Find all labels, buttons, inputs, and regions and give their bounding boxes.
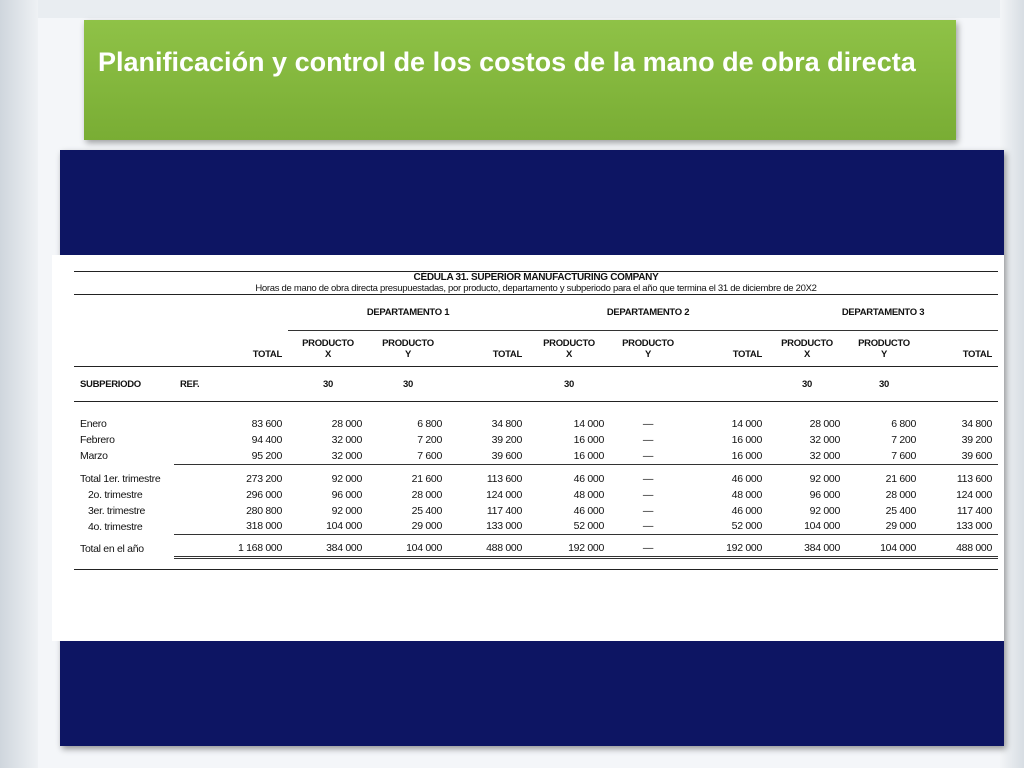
table-cell: 32 000 xyxy=(809,434,840,446)
ref-value xyxy=(448,367,528,402)
table-cell: 46 000 xyxy=(731,472,762,485)
table-cell: 192 000 xyxy=(686,541,768,557)
table-cell: 34 800 xyxy=(961,418,992,430)
table-cell: 32 000 xyxy=(288,448,368,464)
schedule-table xyxy=(74,271,998,570)
col-header-producto: PRODUCTO xyxy=(858,337,910,349)
col-header-producto: PRODUCTO xyxy=(622,337,674,349)
table-cell: 83 600 xyxy=(251,418,282,430)
table-cell: 16 000 xyxy=(573,434,604,446)
col-header-producto: PRODUCTO xyxy=(781,337,833,349)
col-header-total: TOTAL xyxy=(962,348,992,360)
table-cell: 273 200 xyxy=(246,472,282,485)
table-cell: 104 000 xyxy=(368,541,448,557)
table-cell: — xyxy=(642,504,654,517)
table-cell: 34 800 xyxy=(491,418,522,430)
table-row xyxy=(74,487,998,503)
table-cell: 192 000 xyxy=(528,541,610,557)
ref-value xyxy=(686,367,768,402)
table-cell: 21 600 xyxy=(411,472,442,485)
table-row xyxy=(74,471,998,487)
schedule-caption: CÉDULA 31. SUPERIOR MANUFACTURING COMPANY xyxy=(74,272,998,284)
col-header-producto: PRODUCTO xyxy=(302,337,354,349)
table-cell: 32 000 xyxy=(768,448,846,464)
col-header-y: Y xyxy=(880,348,888,360)
table-cell: — xyxy=(642,488,654,501)
table-cell: 117 400 xyxy=(486,504,522,517)
table-cell: 92 000 xyxy=(331,504,362,517)
table-cell: 46 000 xyxy=(731,504,762,517)
col-header-producto: PRODUCTO xyxy=(382,337,434,349)
col-header-total: TOTAL xyxy=(732,348,762,360)
col-header-total: TOTAL xyxy=(252,348,282,360)
table-cell: — xyxy=(610,519,686,535)
subperiodo-label: SUBPERIODO xyxy=(74,367,174,402)
table-cell: 92 000 xyxy=(809,472,840,485)
table-cell: — xyxy=(642,418,654,430)
slide-title: Planificación y control de los costos de la mano de obra directa xyxy=(98,47,916,77)
table-row xyxy=(74,503,998,519)
col-header-y: Y xyxy=(404,348,412,360)
ref-value: 30 xyxy=(288,367,368,402)
col-header-y: Y xyxy=(644,348,652,360)
table-cell: 133 000 xyxy=(922,519,998,535)
table-cell: 104 000 xyxy=(846,541,922,557)
table-cell: 488 000 xyxy=(448,541,528,557)
table-cell: 32 000 xyxy=(331,434,362,446)
table-cell: 117 400 xyxy=(956,504,992,517)
ref-value: 30 xyxy=(528,367,610,402)
table-cell: 104 000 xyxy=(288,519,368,535)
table-cell: 280 800 xyxy=(246,504,282,517)
table-cell: 48 000 xyxy=(573,488,604,501)
table-row xyxy=(74,416,998,432)
row-label: 2o. trimestre xyxy=(88,488,143,501)
table-cell: 124 000 xyxy=(486,488,522,501)
row-label: Marzo xyxy=(80,450,108,462)
table-cell: 14 000 xyxy=(573,418,604,430)
schedule-document xyxy=(52,255,1004,641)
table-cell: 14 000 xyxy=(731,418,762,430)
table-cell: 488 000 xyxy=(922,541,998,557)
table-cell: 124 000 xyxy=(956,488,992,501)
table-cell: 384 000 xyxy=(288,541,368,557)
table-cell: 52 000 xyxy=(528,519,610,535)
table-cell: — xyxy=(642,472,654,485)
table-cell: 92 000 xyxy=(331,472,362,485)
table-cell: 29 000 xyxy=(846,519,922,535)
table-cell: 16 000 xyxy=(528,448,610,464)
row-label: 3er. trimestre xyxy=(88,504,146,517)
table-cell: 6 800 xyxy=(891,418,916,430)
table-cell: 39 600 xyxy=(448,448,528,464)
table-cell: 7 200 xyxy=(891,434,916,446)
table-cell: 29 000 xyxy=(368,519,448,535)
table-cell: 7 600 xyxy=(846,448,922,464)
row-label: Enero xyxy=(80,418,107,430)
row-label: Total 1er. trimestre xyxy=(80,472,161,485)
ref-value: 30 xyxy=(846,367,922,402)
table-cell: 113 600 xyxy=(486,472,522,485)
table-cell: 46 000 xyxy=(573,504,604,517)
table-cell: 21 600 xyxy=(885,472,916,485)
table-cell: 296 000 xyxy=(246,488,282,501)
department-2-header: DEPARTAMENTO 2 xyxy=(528,295,768,331)
table-cell: 133 000 xyxy=(448,519,528,535)
background-left-edge xyxy=(0,0,38,768)
table-cell: 28 000 xyxy=(885,488,916,501)
row-label: 4o. trimestre xyxy=(88,520,143,533)
table-cell: 318 000 xyxy=(174,519,288,535)
table-cell: — xyxy=(642,434,654,446)
table-cell: 46 000 xyxy=(573,472,604,485)
col-header-x: X xyxy=(803,348,811,360)
table-cell: 28 000 xyxy=(809,418,840,430)
ref-value xyxy=(610,367,686,402)
ref-value: 30 xyxy=(368,367,448,402)
table-cell: 16 000 xyxy=(731,434,762,446)
table-row xyxy=(74,432,998,448)
table-cell: 95 200 xyxy=(174,448,288,464)
table-cell: 92 000 xyxy=(809,504,840,517)
table-cell: 28 000 xyxy=(411,488,442,501)
ref-value xyxy=(922,367,998,402)
table-cell: 25 400 xyxy=(885,504,916,517)
table-cell: 48 000 xyxy=(731,488,762,501)
schedule-subtitle: Horas de mano de obra directa presupuestadas, por producto, departamento y subperiodo para el año que termina el 31 de diciembre de 20X2 xyxy=(255,283,817,294)
col-header-x: X xyxy=(324,348,332,360)
slide-title-box xyxy=(84,20,956,140)
department-3-header: DEPARTAMENTO 3 xyxy=(768,295,998,331)
row-label: Total en el año xyxy=(80,543,144,555)
table-row xyxy=(74,541,998,557)
table-cell: 384 000 xyxy=(768,541,846,557)
table-cell: — xyxy=(610,541,686,557)
ref-value: 30 xyxy=(768,367,846,402)
table-cell: — xyxy=(610,448,686,464)
col-header-x: X xyxy=(565,348,573,360)
table-cell: 7 200 xyxy=(417,434,442,446)
table-cell: 39 200 xyxy=(491,434,522,446)
table-cell: 6 800 xyxy=(417,418,442,430)
row-label: Febrero xyxy=(80,434,115,446)
table-cell: 104 000 xyxy=(768,519,846,535)
table-cell: 39 200 xyxy=(961,434,992,446)
col-header-total: TOTAL xyxy=(492,348,522,360)
table-row xyxy=(74,448,998,464)
table-cell: 16 000 xyxy=(686,448,768,464)
table-cell: 28 000 xyxy=(331,418,362,430)
table-cell: 25 400 xyxy=(411,504,442,517)
table-cell: 52 000 xyxy=(686,519,768,535)
ref-label: REF. xyxy=(174,367,288,402)
col-header-producto: PRODUCTO xyxy=(543,337,595,349)
table-cell: 7 600 xyxy=(368,448,448,464)
table-cell: 96 000 xyxy=(809,488,840,501)
table-cell: 39 600 xyxy=(922,448,998,464)
department-1-header: DEPARTAMENTO 1 xyxy=(288,295,528,331)
table-cell: 1 168 000 xyxy=(174,541,288,557)
table-row xyxy=(74,519,998,535)
background-top xyxy=(0,0,1024,18)
table-cell: 113 600 xyxy=(956,472,992,485)
table-cell: 96 000 xyxy=(331,488,362,501)
table-cell: 94 400 xyxy=(251,434,282,446)
